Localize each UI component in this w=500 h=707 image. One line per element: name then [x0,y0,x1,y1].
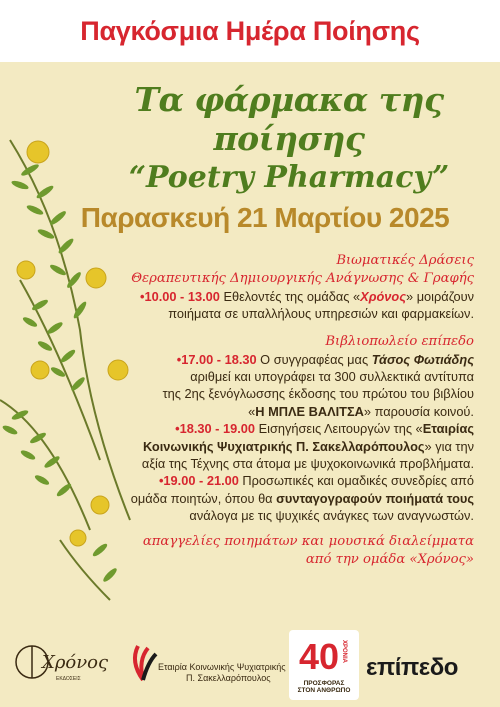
section2-item1-line3: της 2ης ξενόγλωσσης έκδοσης του πρώτου του βιβλίου [162,386,474,402]
forty-line1: ΠΡΟΣΦΟΡΑΣ [303,680,345,687]
xronos-logo-sub: ΕΚΔΟΣΕΙΣ [56,676,81,682]
forty-vertical-label: ΧΡΟΝΙΑ [341,640,347,664]
closing-line2: από την ομάδα «Χρόνος» [305,551,474,567]
text: « [248,403,256,419]
eps-line2: Π. Σακελλαρόπουλος [186,673,271,684]
section2-item1-line4 [70,403,474,420]
time-label: •17.00 - 18.30 [176,351,257,367]
closing-line1: απαγγελίες ποιημάτων και μουσικά διαλείμματα [142,533,474,549]
forty-line2: ΣΤΟΝ ΑΝΘΡΩΠΟ [297,687,351,695]
section2-item2-line2 [70,438,474,455]
event-date: Παρασκευή 21 Μαρτίου 2025 [80,202,450,233]
text: ομάδα ποιητών, όπου θα [130,490,277,506]
author-name: Τάσος Φωτιάδης [371,351,474,367]
text: » παρουσία κοινού. [363,403,474,419]
section2-item1-line1 [70,351,474,368]
section2-item1-line2: αριθμεί και υπογράφει τα 300 συλλεκτικά αντίτυπα [190,369,474,385]
section1-heading1: Βιωματικές Δράσεις [336,253,474,268]
text: Ο συγγραφέας μας [256,351,372,367]
group-name: Χρόνος [360,288,407,304]
time-label: •10.00 - 13.00 [139,288,220,304]
section2-item2-line3: αξία της Τέχνης στα άτομα με ψυχοκοινωνικά προβλήματα. [141,455,474,471]
emphasis: συνταγογραφούν ποιήματά τους [276,490,474,506]
time-label: •18.30 - 19.00 [175,421,256,437]
section2-item3-line2 [70,490,474,507]
section1-item1-line2: ποιήματα σε υπαλλήλους υπηρεσιών και φαρμακείων. [168,306,474,322]
program-content [70,252,474,568]
eps-logo [128,642,288,698]
xronos-logo-text: Χρόνος [42,652,109,673]
text: Εθελοντές της ομάδας « [219,288,361,304]
text: Προσωπικές και ομαδικές συνεδρίες από [238,473,474,489]
section2-item3-line3: ανάλογα με τις ψυχικές ανάγκες των αναγνωστών. [189,508,474,524]
section2-item2-line1 [70,420,474,437]
eps-logo-mark [128,642,158,682]
section1-item1-line1 [70,288,474,305]
top-banner [0,0,500,62]
eps-logo-text [158,662,286,685]
sponsor-logos [0,622,500,707]
section2-item3-line1 [70,472,474,489]
time-label: •19.00 - 21.00 [158,473,239,489]
banner-title: Παγκόσμια Ημέρα Ποίησης [80,15,420,46]
eps-line1: Εταιρία Κοινωνικής Ψυχιατρικής [158,662,286,672]
title-block [90,80,488,195]
forty-caption [293,680,355,694]
section2-heading: Βιβλιοπωλείο επίπεδο [325,333,474,349]
epipedo-logo: επίπεδο [366,654,458,681]
org-name: Κοινωνικής Ψυχιατρικής Π. Σακελλαρόπουλος [142,438,425,454]
forty-years-logo [289,630,359,700]
forty-number: 40 [299,636,340,677]
text: » μοιράζουν [406,288,474,304]
text: » για την [424,438,474,454]
title-english: “Poetry Pharmacy” [128,160,450,195]
book-title: Η ΜΠΛΕ ΒΑΛΙΤΣΑ [255,403,364,419]
title-greek: Τα φάρμακα της ποίησης [134,80,444,158]
section1-heading2: Θεραπευτικής Δημιουργικής Ανάγνωσης & Γραφής [131,270,474,286]
org-name: Εταιρίας [422,421,474,437]
xronos-logo [10,622,109,702]
text: Εισηγήσεις Λειτουργών της « [255,421,423,437]
